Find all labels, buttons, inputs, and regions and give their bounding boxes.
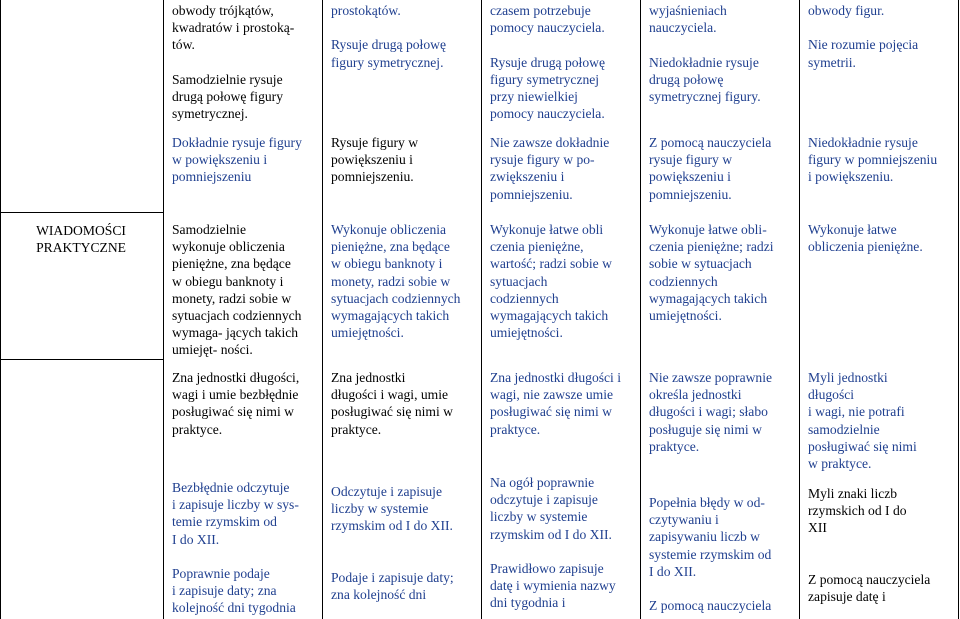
table-cell: Zna jednostki długości, wagi i umie bezbłędnie posługiwać się nimi w praktyce. xyxy=(172,370,300,437)
column-divider xyxy=(640,0,641,619)
table-cell: Wykonuje obliczenia pieniężne, zna będące w obiegu banknoty i monety, radzi sobie w sytuacjach codziennych wymagających takich umiejętności. xyxy=(331,222,461,341)
row-divider xyxy=(0,359,163,360)
table-cell: czasem potrzebuje pomocy nauczyciela. Rysuje drugą połowę figury symetrycznej przy niewielkiej pomocy nauczyciela. xyxy=(490,3,605,122)
table-cell: Na ogół poprawnie odczytuje i zapisuje liczby w systemie rzymskim od I do XII. Prawidłowo zapisuje datę i wymienia nazwy dni tygodnia i xyxy=(490,475,616,611)
table-cell: prostokątów. Rysuje drugą połowę figury symetrycznej. xyxy=(331,3,446,70)
column-divider xyxy=(322,0,323,619)
table-cell: Myli znaki liczb rzymskich od I do XII Z pomocą nauczyciela zapisuje datę i xyxy=(808,486,931,605)
table-border-right xyxy=(958,0,959,619)
table-cell: Bezbłędnie odczytuje i zapisuje liczby w sys- temie rzymskim od I do XII. Poprawnie podaje i zapisuje daty; zna kolejność dni tygodnia xyxy=(172,480,299,616)
column-divider xyxy=(163,0,164,619)
table-cell: Myli jednostki długości i wagi, nie potrafi samodzielnie posługiwać się nimi w praktyce. xyxy=(808,370,917,472)
column-divider xyxy=(481,0,482,619)
table-cell: Zna jednostki długości i wagi, umie posługiwać się nimi w praktyce. xyxy=(331,370,453,437)
table-border-left xyxy=(0,0,1,619)
table-cell: Wykonuje łatwe obli czenia pieniężne, wartość; radzi sobie w sytuacjach codziennych wymagających takich umiejętności. xyxy=(490,222,612,341)
column-divider xyxy=(799,0,800,619)
table-cell: Nie zawsze dokładnie rysuje figury w po- zwiększeniu i pomniejszeniu. xyxy=(490,135,610,202)
table-cell: obwody figur. Nie rozumie pojęcia symetrii. xyxy=(808,3,919,70)
table-cell: Zna jednostki długości i wagi, nie zawsze umie posługiwać się nimi w praktyce. xyxy=(490,370,622,437)
table-cell: wyjaśnieniach nauczyciela. Niedokładnie rysuje drugą połowę symetrycznej figury. xyxy=(649,3,761,105)
table-cell: Wykonuje łatwe obliczenia pieniężne. xyxy=(808,222,923,255)
table-cell: Popełnia błędy w od- czytywaniu i zapisywaniu liczb w systemie rzymskim od I do XII. Z pomocą nauczyciela xyxy=(649,495,772,614)
table-cell: Rysuje figury w powiększeniu i pomniejszeniu. xyxy=(331,135,419,185)
section-label: WIADOMOŚCI PRAKTYCZNE xyxy=(36,223,126,255)
table-cell: Odczytuje i zapisuje liczby w systemie rzymskim od I do XII. Podaje i zapisuje daty; zna kolejność dni xyxy=(331,484,454,603)
table-cell: Wykonuje łatwe obli- czenia pieniężne; radzi sobie w sytuacjach codziennych wymagających takich umiejętności. xyxy=(649,222,774,324)
table-cell: obwody trójkątów, kwadratów i prostoką- tów. Samodzielnie rysuje drugą połowę figury symetrycznej. xyxy=(172,3,295,122)
table-cell: Dokładnie rysuje figury w powiększeniu i pomniejszeniu xyxy=(172,135,302,185)
table-cell: Samodzielnie wykonuje obliczenia pieniężne, zna będące w obiegu banknoty i monety, radzi sobie w sytuacjach codziennych wymaga- jących takich umiejęt- ności. xyxy=(172,222,302,358)
row-divider xyxy=(0,212,163,213)
table-cell: Z pomocą nauczyciela rysuje figury w powiększeniu i pomniejszeniu. xyxy=(649,135,772,202)
table-cell: Niedokładnie rysuje figury w pomniejszeniu i powiększeniu. xyxy=(808,135,938,185)
table-cell: Nie zawsze poprawnie określa jednostki długości i wagi; słabo posługuje się nimi w praktyce. xyxy=(649,370,773,454)
